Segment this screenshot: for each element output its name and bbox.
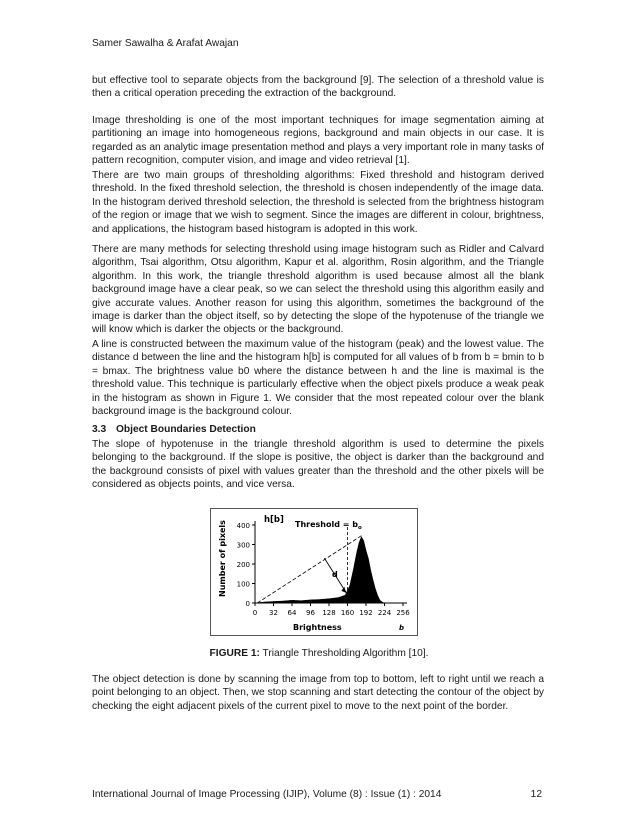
x-tick-label: 0 xyxy=(252,609,258,617)
x-tick-label: 224 xyxy=(377,609,392,617)
y-tick-label: 0 xyxy=(245,600,250,608)
caption-label: FIGURE 1: xyxy=(209,648,260,659)
y-axis-label: Number of pixels xyxy=(218,520,227,597)
paragraph-1: but effective tool to separate objects from the background [9]. The selection of a threshold value is then a critical operation preceding the extraction of the background. xyxy=(92,75,544,100)
figure-histogram xyxy=(210,508,418,636)
triangle-line xyxy=(257,536,361,603)
x-tick-label: 96 xyxy=(306,609,315,617)
page-number: 12 xyxy=(530,789,542,800)
x-tick-label: 160 xyxy=(340,609,355,617)
y-tick-label: 300 xyxy=(236,541,250,550)
y-tick-label: 100 xyxy=(236,580,250,589)
x-tick-label: 256 xyxy=(396,609,410,617)
section-heading xyxy=(92,424,256,435)
running-header: Samer Sawalha & Arafat Awajan xyxy=(92,38,239,49)
paragraph-after-figure: The object detection is done by scanning the image from top to bottom, left to right until we reach a point belonging to an object. Then, we stop scanning and start detecting the contour of the object by checking the eight adjacent pixels of the current pixel to move to the next point of the border. xyxy=(92,674,544,712)
x-tick-label: 32 xyxy=(269,609,278,617)
paragraph-3: There are two main groups of thresholding algorithms: Fixed threshold and histogram derived threshold. In the fixed threshold selection, the threshold is chosen independently of the image data. In the histogram derived threshold selection, the threshold is selected from the brightness histogram of the region or image that we wish to segment. Since the images are different in colour, brightness, and applications, the histogram based histogram is adopted in this work. xyxy=(92,170,544,235)
section-title: Object Boundaries Detection xyxy=(116,424,256,435)
x-axis-label: Brightness xyxy=(293,623,342,632)
footer-journal: International Journal of Image Processing (IJIP), Volume (8) : Issue (1) : 2014 xyxy=(92,789,442,800)
paragraph-4: There are many methods for selecting threshold using image histogram such as Ridler and Calvard algorithm, Tsai algorithm, Otsu algorithm, Kapur et al. algorithm, Rosin algorithm, and the Triangle algorithm. In this work, the triangle threshold algorithm is used because almost all the blank background image have a clear peak, so we can select the threshold using this algorithm easily and give accurate values. Another reason for using this algorithm, sometimes the background of the image is darker than the object itself, so by detecting the slope of the hypotenuse of the triangle we will know which is darker the objects or the background. xyxy=(92,244,544,336)
threshold-label xyxy=(295,520,362,531)
series-label: h[b] xyxy=(264,515,284,525)
threshold-label-text: Threshold = b xyxy=(295,520,358,529)
histogram-chart xyxy=(211,509,417,635)
paragraph-2: Image thresholding is one of the most important techniques for image segmentation aiming at partitioning an image into homogeneous regions, background and main objects in our case. It is regarded as an analytic image presentation method and plays a very important role in many tasks of pattern recognition, computer vision, and image and video retrieval [1]. xyxy=(92,115,544,167)
x-tick-label: 192 xyxy=(359,609,373,617)
distance-label: d xyxy=(332,570,338,579)
paragraph-5: A line is constructed between the maximum value of the histogram (peak) and the lowest value. The distance d between the line and the histogram h[b] is computed for all values of b from b = bmin to b = bmax. The brightness value b0 where the distance between h and the line is maximal is the threshold value. This technique is particularly effective when the object pixels produce a weak peak in the histogram as shown in Figure 1. We consider that the most repeated colour over the blank background image is the background colour. xyxy=(92,339,544,418)
section-paragraph: The slope of hypotenuse in the triangle threshold algorithm is used to determine the pixels belonging to the background. If the slope is positive, the object is darker than the background and the background consists of pixel with values greater than the threshold and the other pixels will be considered as objects points, and vice versa. xyxy=(92,439,544,491)
x-tick-label: 128 xyxy=(322,609,336,617)
histogram-area xyxy=(255,537,385,603)
x-tick-label: 64 xyxy=(287,609,297,617)
y-tick-label: 400 xyxy=(236,522,250,530)
section-number: 3.3 xyxy=(92,424,107,435)
threshold-label-sub: o xyxy=(357,525,362,531)
figure-caption xyxy=(0,648,638,659)
corner-mark: b xyxy=(399,624,405,632)
distance-arrowhead xyxy=(341,587,346,593)
caption-text: Triangle Thresholding Algorithm [10]. xyxy=(259,648,429,659)
y-tick-label: 200 xyxy=(236,561,250,569)
